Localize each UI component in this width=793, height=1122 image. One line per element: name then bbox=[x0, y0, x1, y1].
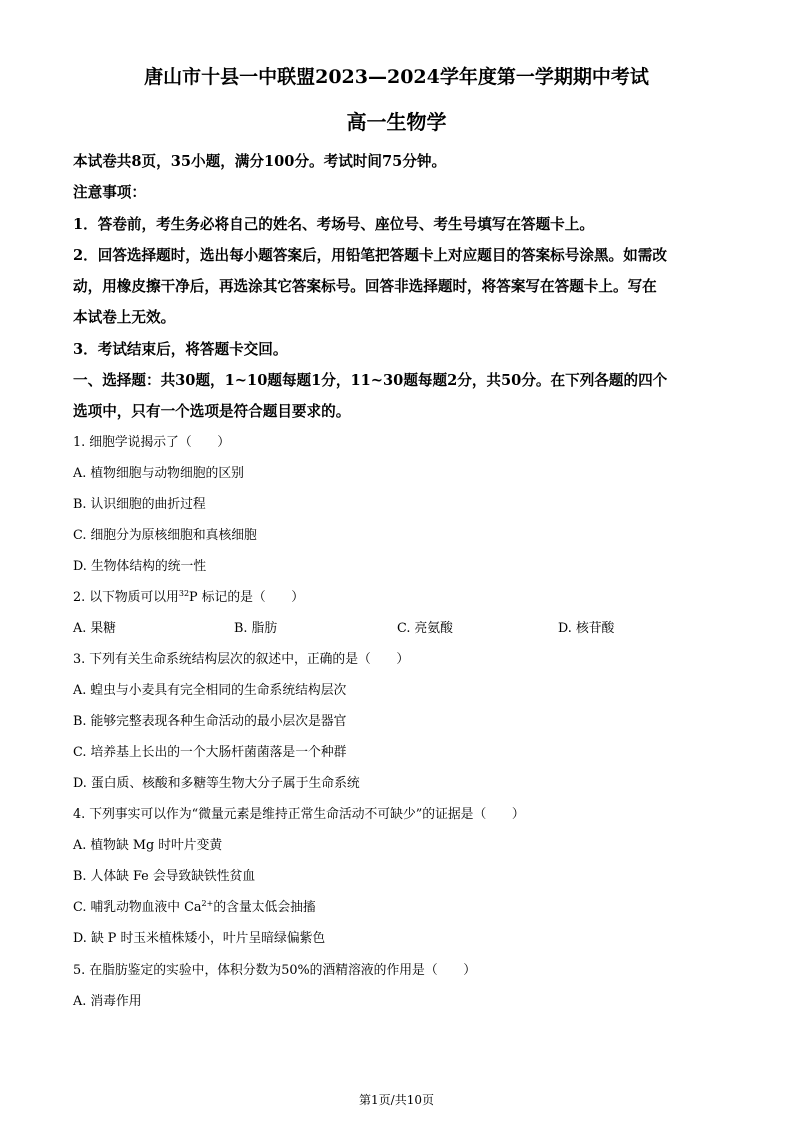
question-4-option-c-post: 的含量太低会抽搐 bbox=[213, 900, 316, 915]
question-1-option-c: C. 细胞分为原核细胞和真核细胞 bbox=[73, 528, 257, 543]
notice-item-2-line-3: 本试卷上无效。 bbox=[73, 309, 176, 326]
question-5-stem: 5. 在脂肪鉴定的实验中，体积分数为50%的酒精溶液的作用是（ ） bbox=[73, 963, 477, 978]
notice-item-1: 1．答卷前，考生务必将自己的姓名、考场号、座位号、考生号填写在答题卡上。 bbox=[73, 216, 594, 233]
exam-subtitle: 高一生物学 bbox=[346, 110, 447, 134]
question-4-stem: 4. 下列事实可以作为“微量元素是维持正常生命活动不可缺少”的证据是（ ） bbox=[73, 807, 525, 822]
notice-title: 注意事项： bbox=[73, 184, 146, 201]
exam-title: 唐山市十县一中联盟2023—2024学年度第一学期期中考试 bbox=[144, 66, 649, 88]
question-2-option-c: C. 亮氨酸 bbox=[397, 621, 453, 636]
notice-item-2-line-1: 2．回答选择题时，选出每小题答案后，用铅笔把答题卡上对应题目的答案标号涂黑。如需改 bbox=[73, 247, 667, 264]
question-3-stem: 3. 下列有关生命系统结构层次的叙述中，正确的是（ ） bbox=[73, 652, 410, 667]
question-2-stem-pre: 2. 以下物质可以用 bbox=[73, 590, 179, 605]
notice-item-3: 3．考试结束后，将答题卡交回。 bbox=[73, 341, 288, 358]
question-3-option-a: A. 蝗虫与小麦具有完全相同的生命系统结构层次 bbox=[73, 683, 347, 698]
question-2-option-a: A. 果糖 bbox=[73, 621, 116, 636]
question-2-option-b: B. 脂肪 bbox=[234, 621, 278, 636]
section-heading-line-2: 选项中，只有一个选项是符合题目要求的。 bbox=[73, 403, 351, 420]
isotope-mass-number: 32 bbox=[178, 589, 190, 598]
question-2-stem bbox=[73, 586, 304, 605]
question-4-option-d: D. 缺 P 时玉米植株矮小，叶片呈暗绿偏紫色 bbox=[73, 931, 326, 946]
question-3-option-b: B. 能够完整表现各种生命活动的最小层次是器官 bbox=[73, 714, 347, 729]
question-4-option-a: A. 植物缺 Mg 时叶片变黄 bbox=[73, 838, 223, 853]
question-3-option-c: C. 培养基上长出的一个大肠杆菌菌落是一个种群 bbox=[73, 745, 347, 760]
question-1-stem: 1. 细胞学说揭示了（ ） bbox=[73, 435, 231, 450]
section-heading-line-1: 一、选择题：共30题，1~10题每题1分，11~30题每题2分，共50分。在下列各题的四个 bbox=[73, 372, 668, 389]
question-3-option-d: D. 蛋白质、核酸和多糖等生物大分子属于生命系统 bbox=[73, 776, 360, 791]
page-number: 第1页/共10页 bbox=[359, 1093, 434, 1107]
question-2-stem-post: P 标记的是（ ） bbox=[189, 590, 305, 605]
question-4-option-c bbox=[73, 896, 316, 915]
question-1-option-a: A. 植物细胞与动物细胞的区别 bbox=[73, 466, 244, 481]
question-1-option-d: D. 生物体结构的统一性 bbox=[73, 559, 207, 574]
exam-summary: 本试卷共8页，35小题，满分100分。考试时间75分钟。 bbox=[73, 153, 447, 170]
question-5-option-a: A. 消毒作用 bbox=[73, 994, 142, 1009]
question-4-option-c-pre: C. 哺乳动物血液中 Ca bbox=[73, 900, 202, 915]
question-4-option-b: B. 人体缺 Fe 会导致缺铁性贫血 bbox=[73, 869, 256, 884]
ion-charge: 2+ bbox=[201, 899, 214, 908]
question-2-option-d: D. 核苷酸 bbox=[558, 621, 615, 636]
question-1-option-b: B. 认识细胞的曲折过程 bbox=[73, 497, 206, 512]
notice-item-2-line-2: 动，用橡皮擦干净后，再选涂其它答案标号。回答非选择题时，将答案写在答题卡上。写在 bbox=[73, 278, 657, 295]
